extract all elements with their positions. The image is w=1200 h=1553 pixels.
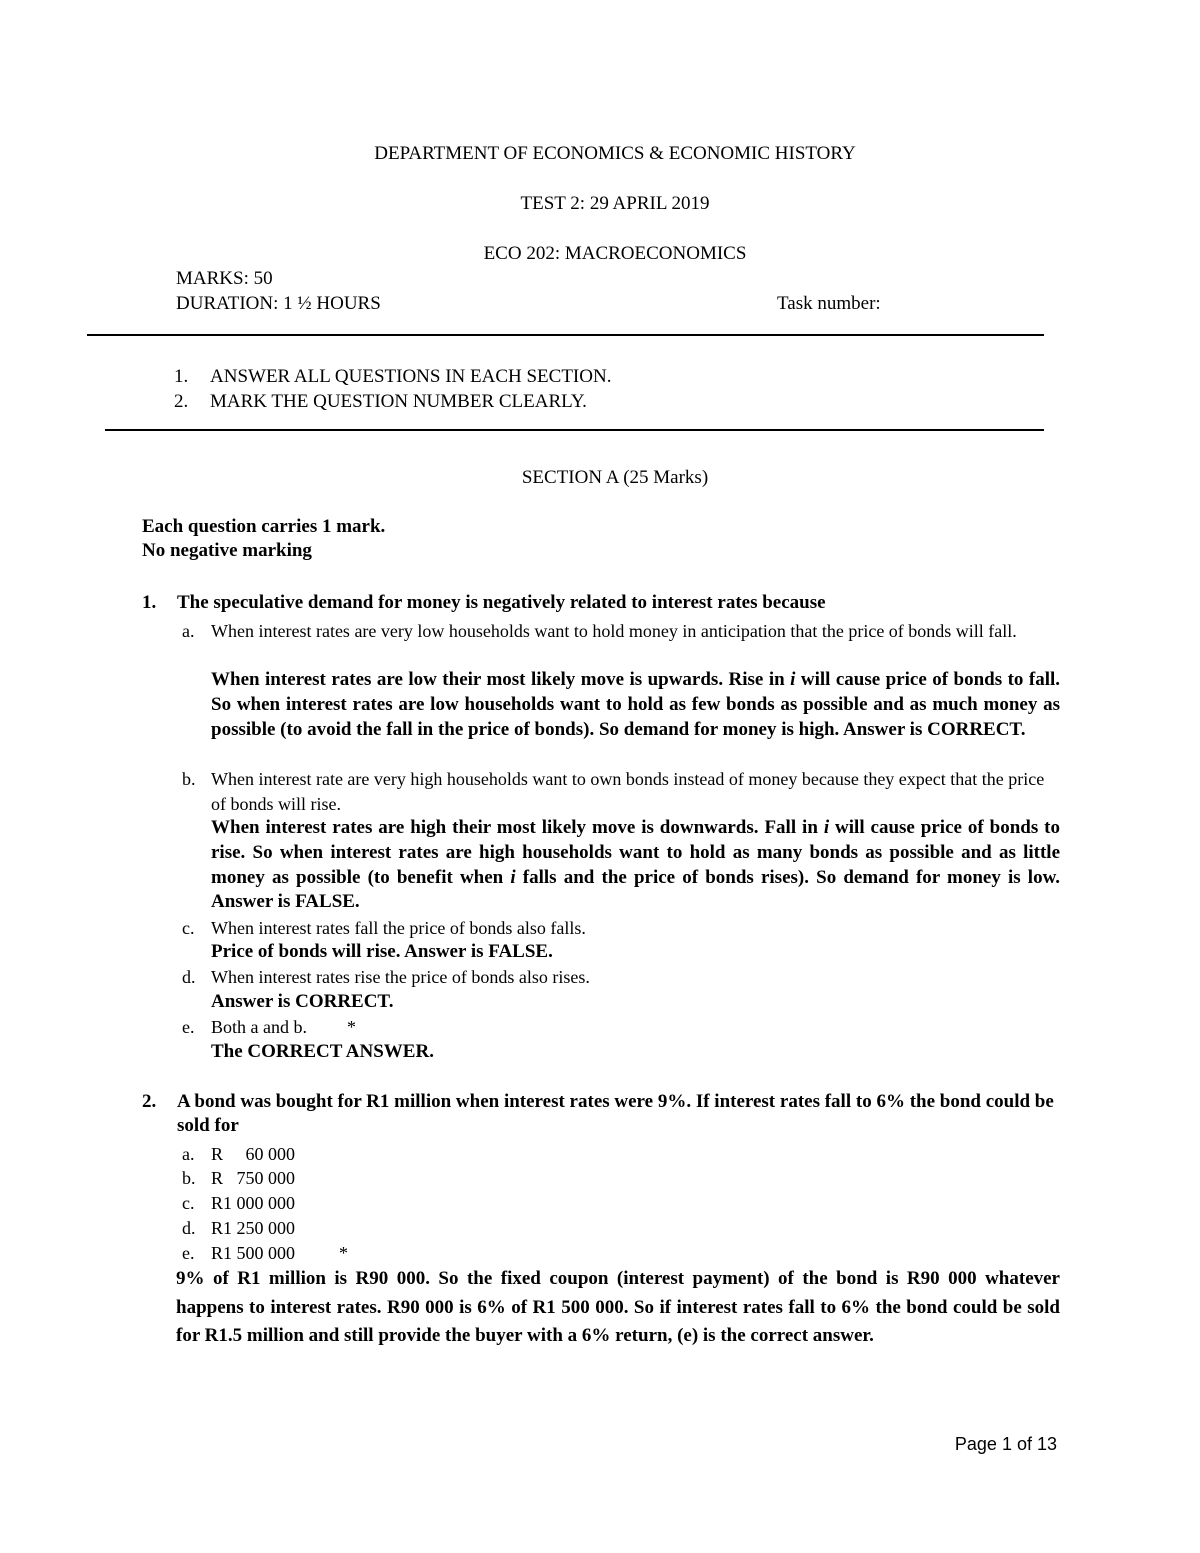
interest-rate-symbol: i [790,669,796,690]
section-note-marks: Each question carries 1 mark. [142,516,386,537]
instruction-text: MARK THE QUESTION NUMBER CLEARLY. [210,391,587,412]
q1-option-a [182,619,1060,644]
q1-option-b [182,767,1060,816]
question-number: 2. [142,1091,157,1112]
question-text: The speculative demand for money is negatively related to interest rates because [177,592,826,613]
q1-explanation-a: When interest rates are low their most likely move is upwards. Rise in i will cause price of bonds to fall. So when interest rates are low households want to hold as few bonds as possible and as much money as possible (to avoid the fall in the price of bonds). So demand for money is high. Answer is CORRECT. [211,669,1060,740]
option-text: R1 250 000 [211,1218,296,1238]
instruction-number: 2. [174,391,189,412]
option-text: R1 000 000 [211,1193,296,1213]
option-letter: a. [182,621,195,641]
section-title: SECTION A (25 Marks) [521,467,709,488]
task-number-label: Task number: [777,293,881,314]
q1-explanation-b: When interest rates are high their most likely move is downwards. Fall in i will cause price of bonds to rise. So when interest rates are high households want to hold as many bonds as possible and as little money as possible (to benefit when i falls and the price of bonds rises). So demand for money is low. Answer is FALSE. [211,817,1060,913]
option-letter: e. [182,1017,195,1037]
q2-option-d [182,1216,1060,1241]
question-text: A bond was bought for R1 million when interest rates were 9%. If interest rates fall to 6% the bond could be sold for [177,1091,1054,1136]
marks-label: MARKS: 50 [176,268,273,289]
q1-option-e [182,1015,1060,1040]
q2-option-b [182,1166,1060,1191]
correct-answer-marker: * [347,1017,356,1037]
option-letter: c. [182,918,195,938]
option-letter: d. [182,1218,196,1238]
instruction-text: ANSWER ALL QUESTIONS IN EACH SECTION. [210,366,612,387]
course-title: ECO 202: MACROECONOMICS [483,243,747,264]
q2-option-a [182,1142,1060,1167]
option-text: R 750 000 [211,1168,296,1188]
header-divider [87,334,1044,336]
instruction-2 [174,391,587,413]
option-text: When interest rates are very low households want to hold money in anticipation that the price of bonds will fall. [211,621,1017,641]
option-letter: c. [182,1193,195,1213]
department-title: DEPARTMENT OF ECONOMICS & ECONOMIC HISTORY [374,143,856,164]
option-letter: e. [182,1243,195,1263]
q1-explanation-e: The CORRECT ANSWER. [211,1041,434,1062]
q1-option-d [182,965,1060,990]
option-text: When interest rates rise the price of bonds also rises. [211,967,590,987]
question-2 [142,1090,1060,1138]
section-note-negative: No negative marking [142,540,312,561]
option-text: When interest rates fall the price of bonds also falls. [211,918,586,938]
option-letter: b. [182,769,196,789]
option-letter: b. [182,1168,196,1188]
correct-answer-marker: * [339,1243,349,1263]
instruction-number: 1. [174,366,189,387]
instructions-divider [105,429,1044,431]
question-1 [142,591,1060,615]
interest-rate-symbol: i [510,866,516,888]
q1-explanation-c: Price of bonds will rise. Answer is FALSE. [211,941,553,962]
page-number: Page 1 of 13 [954,1434,1057,1454]
option-text: R 60 000 [211,1144,296,1164]
instruction-1 [174,366,611,388]
option-letter: d. [182,967,196,987]
interest-rate-symbol: i [823,817,830,838]
option-text: When interest rate are very high households want to own bonds instead of money because they expect that the price of bonds will rise. [211,769,1045,814]
option-text: R1 500 000 [211,1243,296,1263]
option-letter: a. [182,1144,195,1164]
q2-option-e [182,1241,1060,1266]
question-number: 1. [142,592,157,613]
option-text: Both a and b. [211,1017,307,1037]
q2-option-c [182,1191,1060,1216]
duration-label: DURATION: 1 ½ HOURS [176,293,381,314]
test-title: TEST 2: 29 APRIL 2019 [520,193,710,214]
q1-explanation-d: Answer is CORRECT. [211,991,394,1012]
q1-option-c [182,916,1060,941]
q2-explanation: 9% of R1 million is R90 000. So the fixed coupon (interest payment) of the bond is R90 000 whatever happens to interest rates. R90 000 is 6% of R1 500 000. So if interest rates fall to 6% the bond could be sold for R1.5 million and still provide the buyer with a 6% return, (e) is the correct answer. [176,1268,1060,1346]
